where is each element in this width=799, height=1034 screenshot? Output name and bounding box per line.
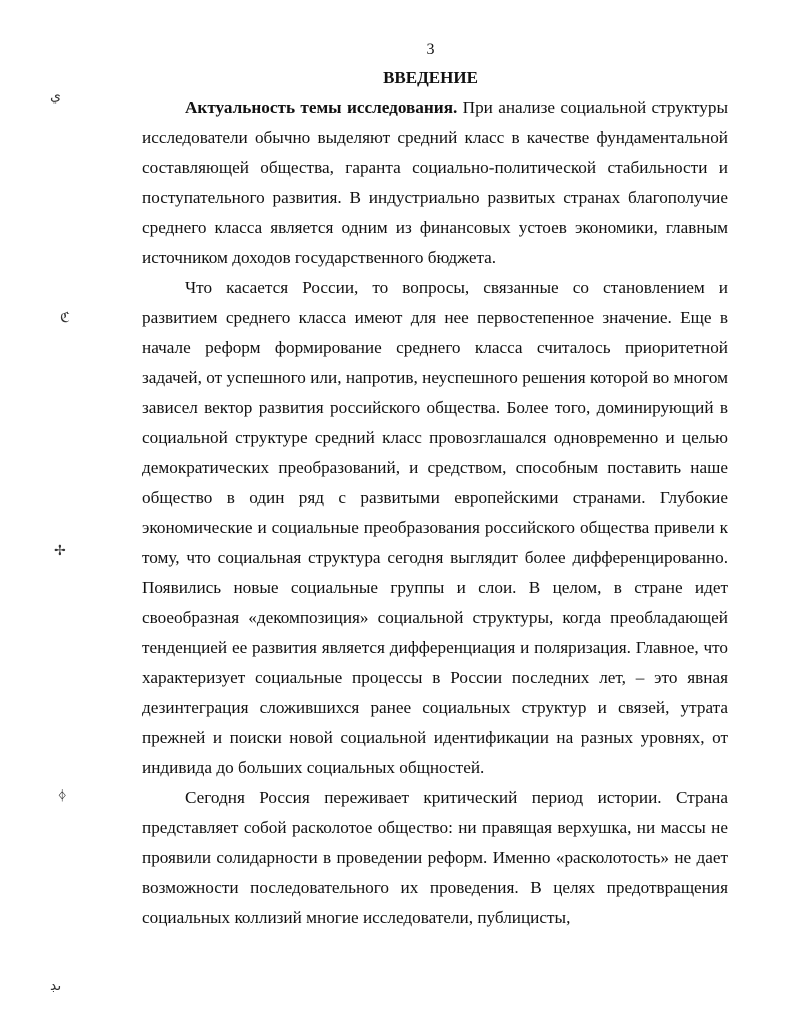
margin-scribble-mark: ي [50,88,61,104]
margin-scribble-mark: ᛄ [58,788,67,804]
margin-scribble-mark: ℭ [60,310,70,326]
paragraph-1 [142,93,728,273]
paragraph-2: Что касается России, то вопросы, связанные со становлением и развитием среднего класса имеют для нее первостепенное значение. Еще в начале реформ формирование среднего класса считалось приоритетной задачей, от успешного или, напротив, неуспешного решения которой во многом зависел вектор развития российского общества. Более того, доминирующий в социальной структуре средний класс провозглашался одновременно и целью демократических преобразований, и средством, способным поставить наше общество в один ряд с развитыми европейскими странами. Глубокие экономические и социальные преобразования российского общества привели к тому, что социальная структура сегодня выглядит более дифференцированно. Появились новые социальные группы и слои. В целом, в стране идет своеобразная «декомпозиция» социальной структуры, когда преобладающей тенденцией ее развития является дифференциация и поляризация. Главное, что характеризует социальные процессы в России последних лет, – это явная дезинтеграция сложившихся ранее социальных структур и связей, утрата прежней и поиски новой социальной идентификации на разных уровнях, от индивида до больших социальных общностей. [142,278,728,777]
document-body [142,93,728,933]
paragraph-1-text: При анализе социальной структуры исследователи обычно выделяют средний класс в качестве фундаментальной составляющей общества, гаранта социально-политической стабильности и поступательного развития. В индустриально развитых странах благополучие среднего класса является одним из финансовых устоев экономики, главным источником доходов государственного бюджета. [142,98,728,267]
page-number: 3 [426,41,435,58]
margin-scribble-mark: ✢ [54,543,66,559]
paragraph-3: Сегодня Россия переживает критический период истории. Страна представляет собой расколотое общество: ни правящая верхушка, ни массы не проявили солидарности в проведении реформ. Именно «расколотость» не дает возможности последовательного их проведения. В целях предотвращения социальных коллизий многие исследователи, публицисты, [142,788,728,927]
margin-scribble-mark: ىڊ [50,978,62,994]
page-title: ВВЕДЕНИЕ [383,68,478,87]
paragraph-1-lead: Актуальность темы исследования. [185,98,458,117]
